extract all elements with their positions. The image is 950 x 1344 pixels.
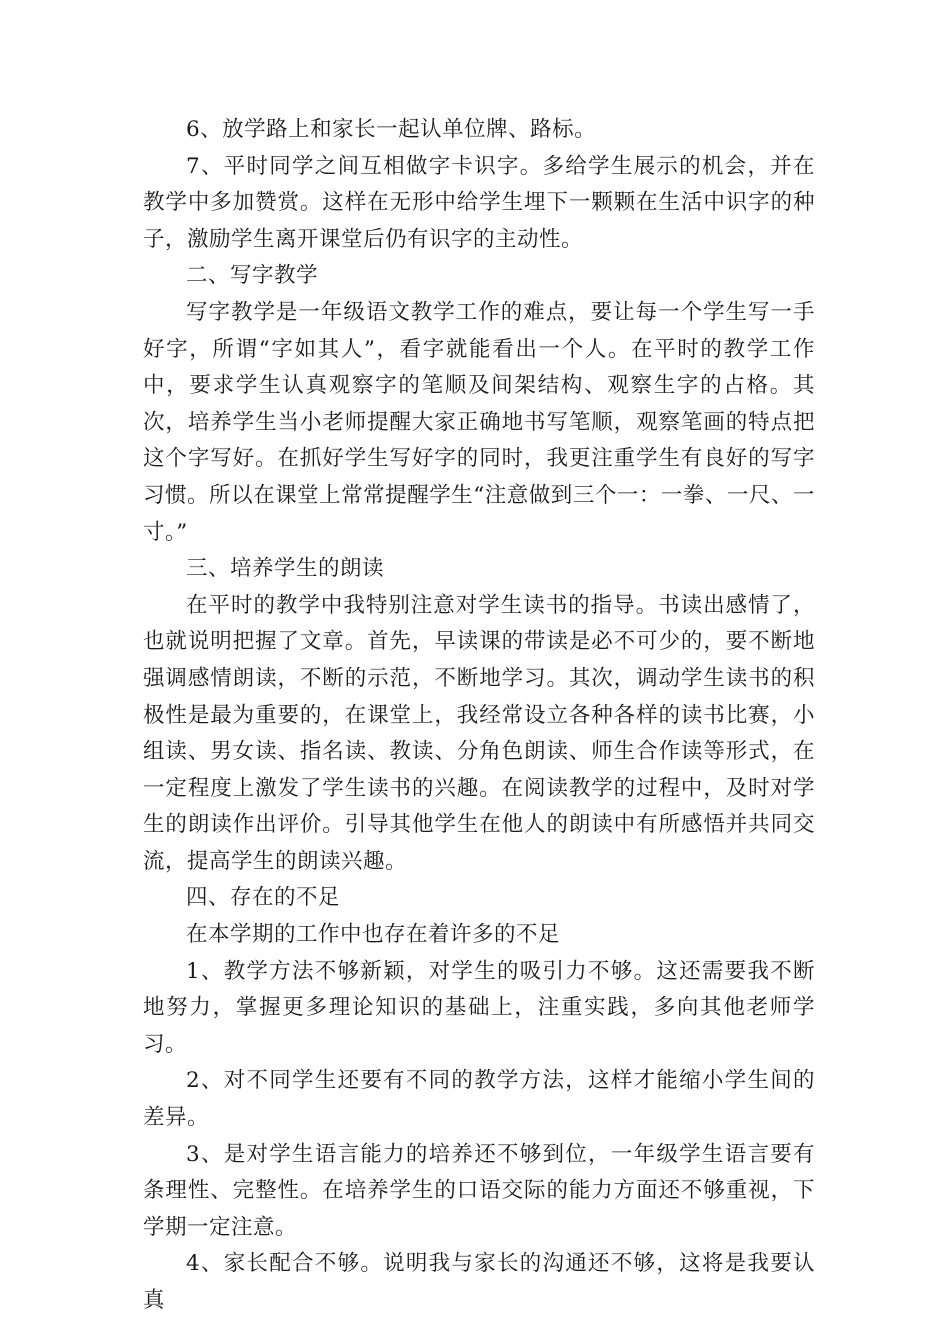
list-item-7: 7、平时同学之间互相做字卡识字。多给学生展示的机会，并在教学中多加赞赏。这样在无形中给学生埋下一颗颗在生活中识字的种子，激励学生离开课堂后仍有识字的主动性。 (143, 153, 815, 252)
paragraph-reading: 在平时的教学中我特别注意对学生读书的指导。书读出感情了，也就说明把握了文章。首先，早读课的带读是必不可少的，要不断地强调感情朗读，不断的示范，不断地学习。其次，调动学生读书的积极性是最为重要的，在课堂上，我经常设立各种各样的读书比赛，小组读、男女读、指名读、教读、分角色朗读、师生合作读等形式，在一定程度上激发了学生读书的兴趣。在阅读教学的过程中，及时对学生的朗读作出评价。引导其他学生在他人的朗读中有所感悟并共同交流，提高学生的朗读兴趣。 (143, 592, 815, 874)
shortcoming-item-1: 1、教学方法不够新颖，对学生的吸引力不够。这还需要我不断地努力，掌握更多理论知识的基础上，注重实践，多向其他老师学习。 (143, 958, 815, 1057)
shortcoming-item-4: 4、家长配合不够。说明我与家长的沟通还不够，这将是我要认真 (143, 1251, 815, 1313)
section-heading-writing: 二、写字教学 (186, 263, 319, 289)
document-body (143, 112, 815, 1320)
shortcoming-item-3: 3、是对学生语言能力的培养还不够到位，一年级学生语言要有条理性、完整性。在培养学生的口语交际的能力方面还不够重视，下学期一定注意。 (143, 1141, 815, 1240)
section-heading-reading: 三、培养学生的朗读 (186, 556, 385, 582)
paragraph-writing: 写字教学是一年级语文教学工作的难点，要让每一个学生写一手好字，所谓“字如其人”，看字就能看出一个人。在平时的教学工作中，要求学生认真观察字的笔顺及间架结构、观察生字的占格。其次，培养学生当小老师提醒大家正确地书写笔顺，观察笔画的特点把这个字写好。在抓好学生写好字的同时，我更注重学生有良好的写字习惯。所以在课堂上常常提醒学生“注意做到三个一：一拳、一尺、一寸。” (143, 299, 815, 545)
list-item-6: 6、放学路上和家长一起认单位牌、路标。 (186, 117, 597, 142)
section-heading-shortcomings: 四、存在的不足 (186, 885, 341, 911)
shortcoming-item-2: 2、对不同学生还要有不同的教学方法，这样才能缩小学生间的差异。 (143, 1068, 815, 1131)
paragraph-shortcomings-intro: 在本学期的工作中也存在着许多的不足 (186, 922, 561, 948)
